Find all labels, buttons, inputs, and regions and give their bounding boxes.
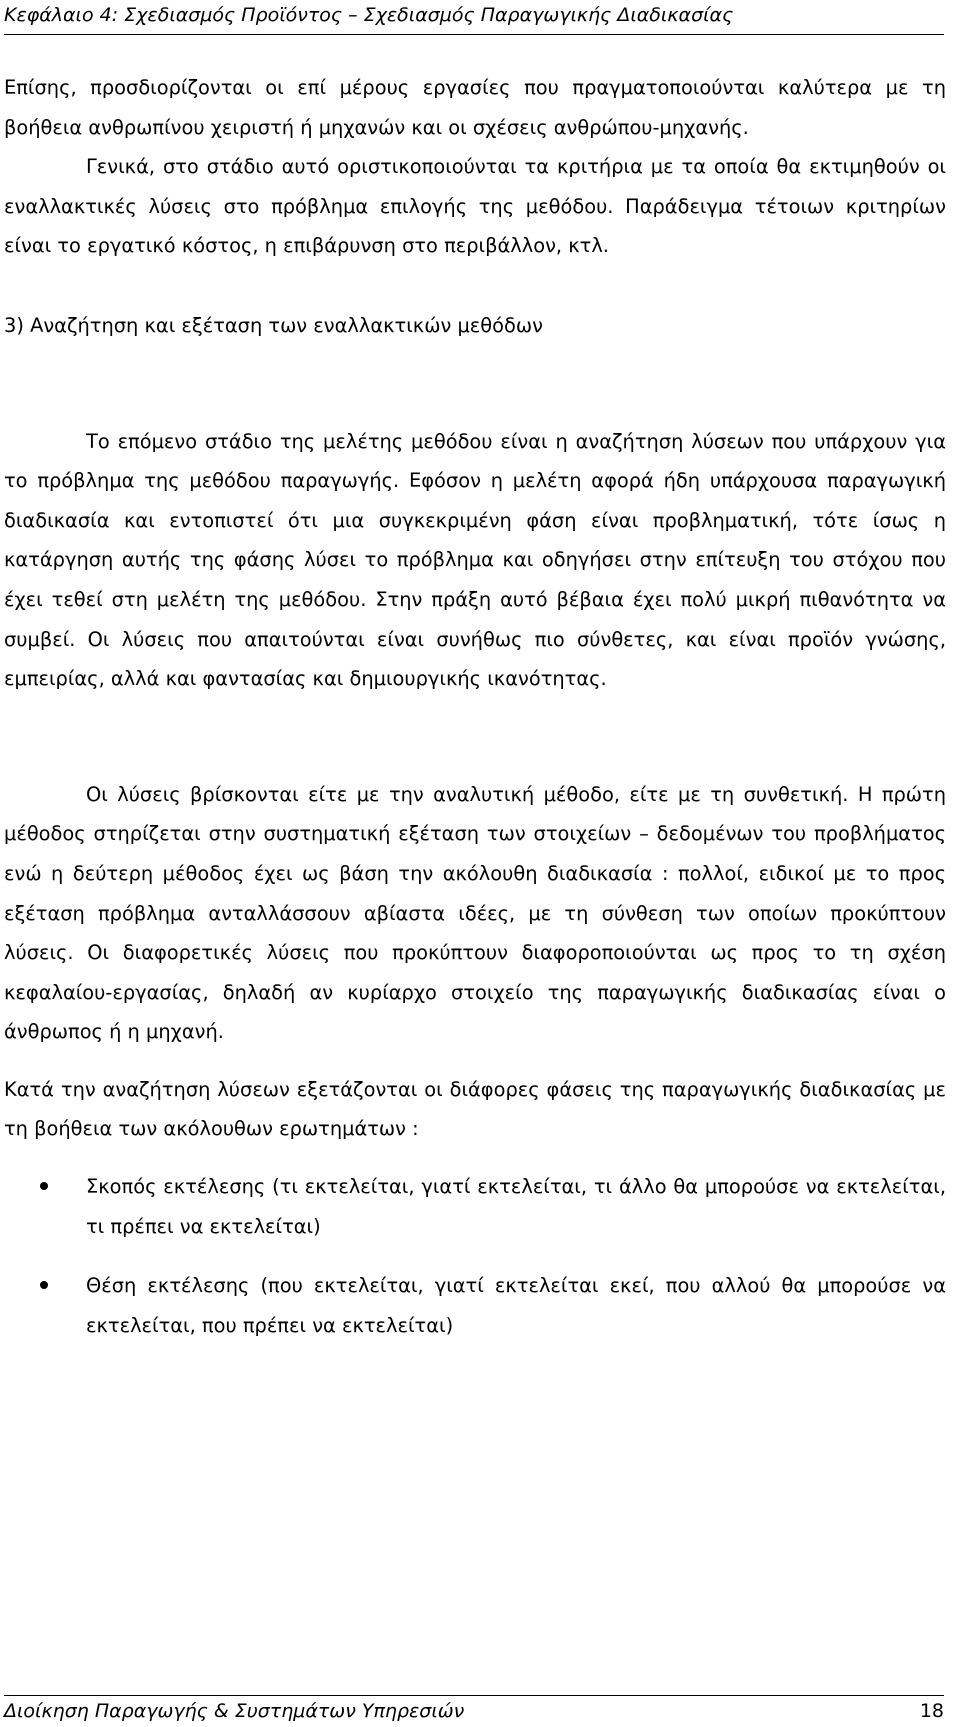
section-heading: 3) Αναζήτηση και εξέταση των εναλλακτικών μεθόδων [4, 313, 543, 337]
page-body [4, 68, 946, 1345]
chapter-title: Κεφάλαιο 4: Σχεδιασμός Προϊόντος – Σχεδιασμός Παραγωγικής Διαδικασίας [4, 4, 734, 26]
paragraph-2: Γενικά, στο στάδιο αυτό οριστικοποιούνται τα κριτήρια με τα οποία θα εκτιμηθούν οι εναλλακτικές λύσεις στο πρόβλημα επιλογής της μεθόδου. Παράδειγμα τέτοιων κριτηρίων είναι το εργατικό κόστος, η επιβάρυνση στο περιβάλλον, κτλ. [4, 155, 946, 258]
bullet-item [4, 1167, 946, 1246]
paragraph-5: Κατά την αναζήτηση λύσεων εξετάζονται οι διάφορες φάσεις της παραγωγικής διαδικασίας με τη βοήθεια των ακόλουθων ερωτημάτων : [4, 1077, 946, 1141]
bullet-item [4, 1266, 946, 1345]
paragraph-1: Επίσης, προσδιορίζονται οι επί μέρους εργασίες που πραγματοποιούνται καλύτερα με τη βοήθεια ανθρωπίνου χειριστή ή μηχανών και οι σχέσεις ανθρώπου-μηχανής. [4, 76, 946, 139]
bullet-text: Θέση εκτέλεσης (που εκτελείται, γιατί εκτελείται εκεί, που αλλού θα μπορούσε να εκτελείται, που πρέπει να εκτελείται) [86, 1274, 946, 1337]
page-number: 18 [919, 1700, 944, 1722]
page-header [4, 0, 944, 35]
footer-title: Διοίκηση Παραγωγής & Συστημάτων Υπηρεσιών [4, 1700, 465, 1722]
bullet-icon [40, 1281, 48, 1289]
bullet-text: Σκοπός εκτέλεσης (τι εκτελείται, γιατί εκτελείται, τι άλλο θα μπορούσε να εκτελείται, τι πρέπει να εκτελείται) [86, 1175, 946, 1238]
paragraph-4: Οι λύσεις βρίσκονται είτε με την αναλυτική μέθοδο, είτε με τη συνθετική. Η πρώτη μέθοδος στηρίζεται στην συστηματική εξέταση των στοιχείων – δεδομένων του προβλήματος ενώ η δεύτερη μέθοδος έχει ως βάση την ακόλουθη διαδικασία : πολλοί, ειδικοί με το προς εξέταση πρόβλημα ανταλλάσσουν αβίαστα ιδέες, με τη σύνθεση των οποίων προκύπτουν λύσεις. Οι διαφορετικές λύσεις που προκύπτουν διαφοροποιούνται ως προς το τη σχέση κεφαλαίου-εργασίας, δηλαδή αν κυρίαρχο στοιχείο της παραγωγικής διαδικασίας είναι ο άνθρωπος ή η μηχανή. [4, 782, 946, 1044]
page-footer [4, 1695, 944, 1726]
bullet-list [4, 1167, 946, 1345]
paragraph-3: Το επόμενο στάδιο της μελέτης μεθόδου είναι η αναζήτηση λύσεων που υπάρχουν για το πρόβλημα της μεθόδου παραγωγής. Εφόσον η μελέτη αφορά ήδη υπάρχουσα παραγωγική διαδικασία και εντοπιστεί ότι μια συγκεκριμένη φάση είναι προβληματική, τότε ίσως η κατάργηση αυτής της φάσης λύσει το πρόβλημα και οδηγήσει στην επίτευξη του στόχου που έχει τεθεί στη μελέτη της μεθόδου. Στην πράξη αυτό βέβαια έχει πολύ μικρή πιθανότητα να συμβεί. Οι λύσεις που απαιτούνται είναι συνήθως πιο σύνθετες, και είναι προϊόν γνώσης, εμπειρίας, αλλά και φαντασίας και δημιουργικής ικανότητας. [4, 429, 946, 691]
bullet-icon [40, 1182, 48, 1190]
